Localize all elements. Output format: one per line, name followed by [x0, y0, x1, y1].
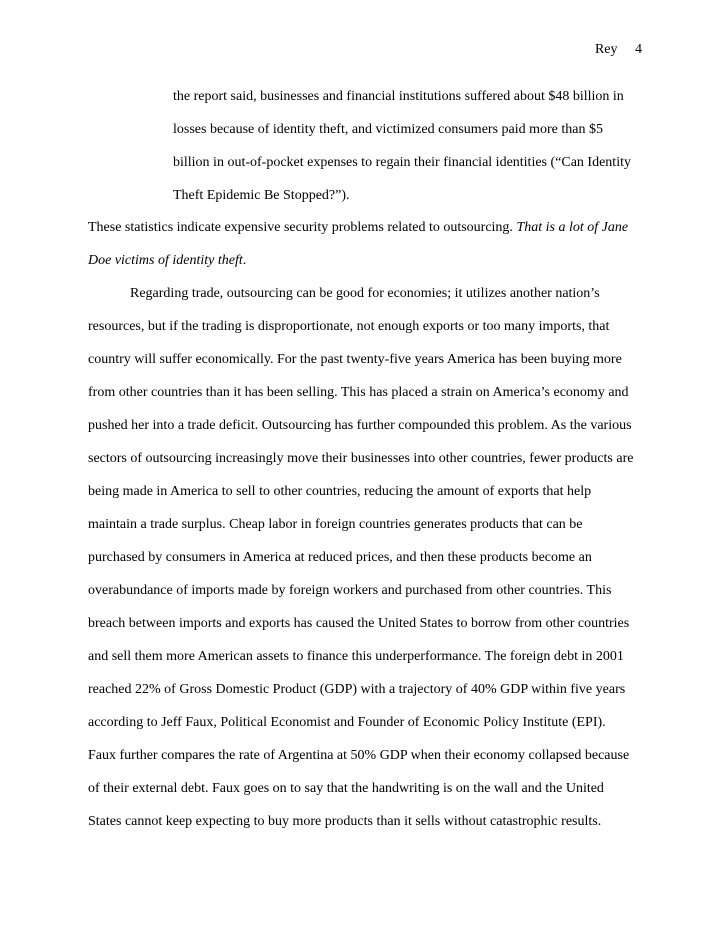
- body-text: .: [242, 253, 247, 268]
- paragraph-line: country will suffer economically. For the past twenty-five years America has been buying more: [88, 352, 622, 367]
- paragraph-line: reached 22% of Gross Domestic Product (GDP) with a trajectory of 40% GDP within five years: [88, 682, 626, 697]
- paragraph-line: and sell them more American assets to finance this underperformance. The foreign debt in 2001: [88, 649, 624, 664]
- block-quote-line: the report said, businesses and financial institutions suffered about $48 billion in: [173, 89, 624, 104]
- paragraph-line: from other countries than it has been selling. This has placed a strain on America’s economy and: [88, 385, 629, 400]
- paragraph-line: [88, 220, 628, 236]
- paragraph-line: Faux further compares the rate of Argentina at 50% GDP when their economy collapsed because: [88, 748, 630, 763]
- paragraph-line: overabundance of imports made by foreign workers and purchased from other countries. This: [88, 583, 612, 598]
- paragraph-line: maintain a trade surplus. Cheap labor in foreign countries generates products that can be: [88, 517, 583, 532]
- italic-comment: Doe victims of identity theft: [88, 253, 243, 268]
- paragraph-line: States cannot keep expecting to buy more products than it sells without catastrophic results.: [88, 814, 602, 829]
- paragraph-line: being made in America to sell to other countries, reducing the amount of exports that help: [88, 484, 592, 499]
- paragraph-line: pushed her into a trade deficit. Outsourcing has further compounded this problem. As the various: [88, 418, 632, 433]
- paragraph-line: according to Jeff Faux, Political Economist and Founder of Economic Policy Institute (EPI).: [88, 715, 606, 730]
- italic-comment: That is a lot of Jane: [512, 220, 629, 235]
- paragraph-line: [88, 253, 246, 269]
- paragraph-line: breach between imports and exports has caused the United States to borrow from other countries: [88, 616, 630, 631]
- block-quote-line: losses because of identity theft, and victimized consumers paid more than $5: [173, 122, 603, 137]
- paragraph-line: sectors of outsourcing increasingly move their businesses into other countries, fewer products are: [88, 451, 634, 466]
- page-number: 4: [635, 42, 642, 57]
- block-quote-line: billion in out-of-pocket expenses to regain their financial identities (“Can Identity: [173, 155, 631, 170]
- block-quote-line: Theft Epidemic Be Stopped?”).: [173, 188, 350, 203]
- paragraph-line: purchased by consumers in America at reduced prices, and then these products become an: [88, 550, 592, 565]
- running-head: [595, 42, 642, 58]
- body-text: These statistics indicate expensive security problems related to outsourcing.: [88, 220, 513, 235]
- paragraph-line: of their external debt. Faux goes on to say that the handwriting is on the wall and the United: [88, 781, 604, 796]
- paragraph-line: Regarding trade, outsourcing can be good for economies; it utilizes another nation’s: [130, 286, 600, 301]
- paragraph-line: resources, but if the trading is disproportionate, not enough exports or too many imports, that: [88, 319, 610, 334]
- header-surname: Rey: [594, 42, 618, 57]
